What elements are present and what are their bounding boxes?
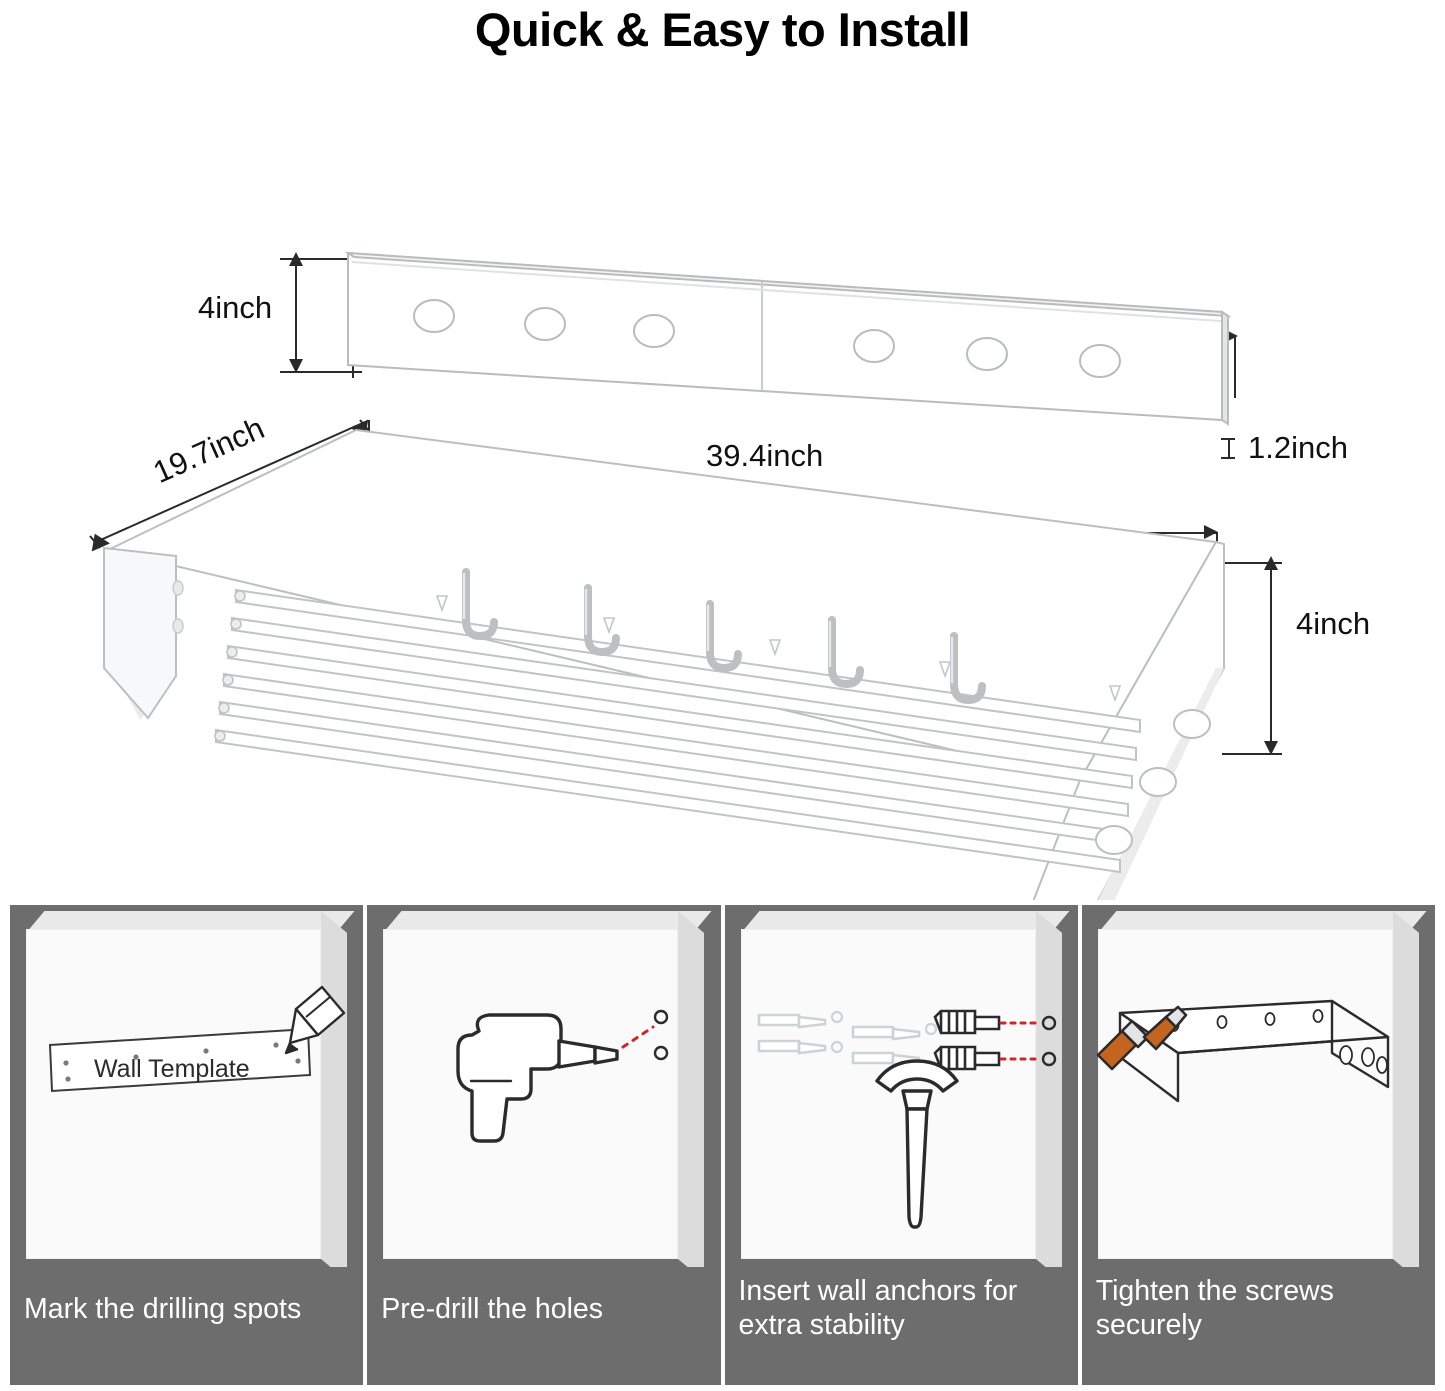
shelf-illustration	[0, 120, 1445, 900]
install-step-1	[10, 905, 367, 1385]
step-3-caption: Insert wall anchors for extra stability	[725, 1267, 1078, 1385]
step-3-artwork	[725, 905, 1078, 1267]
rail-height-label: 4inch	[198, 290, 273, 325]
step-1-caption: Mark the drilling spots	[10, 1267, 363, 1385]
shelf-height-label: 4inch	[1296, 606, 1371, 641]
product-dimension-diagram	[0, 120, 1445, 900]
step-4-artwork	[1082, 905, 1435, 1267]
step-4-caption: Tighten the screws securely	[1082, 1267, 1435, 1385]
drill-icon	[367, 905, 719, 1267]
step-2-caption: Pre-drill the holes	[367, 1267, 720, 1385]
install-step-2	[367, 905, 724, 1385]
install-step-3	[725, 905, 1082, 1385]
step-2-artwork	[367, 905, 720, 1267]
wall-template-pencil-icon	[10, 905, 362, 1267]
step-1-artwork	[10, 905, 363, 1267]
screwdriver-shelf-icon	[1082, 905, 1434, 1267]
shelf-depth-label: 19.7inch	[148, 410, 270, 490]
shelf-width-label: 39.4inch	[706, 438, 824, 473]
rail-thickness-label: 1.2inch	[1248, 430, 1348, 465]
installation-steps-strip	[10, 905, 1435, 1385]
page-title: Quick & Easy to Install	[474, 3, 971, 56]
install-step-4	[1082, 905, 1435, 1385]
hammer-and-anchors-icon	[725, 905, 1077, 1267]
wall-template-label: Wall Template	[94, 1055, 250, 1083]
